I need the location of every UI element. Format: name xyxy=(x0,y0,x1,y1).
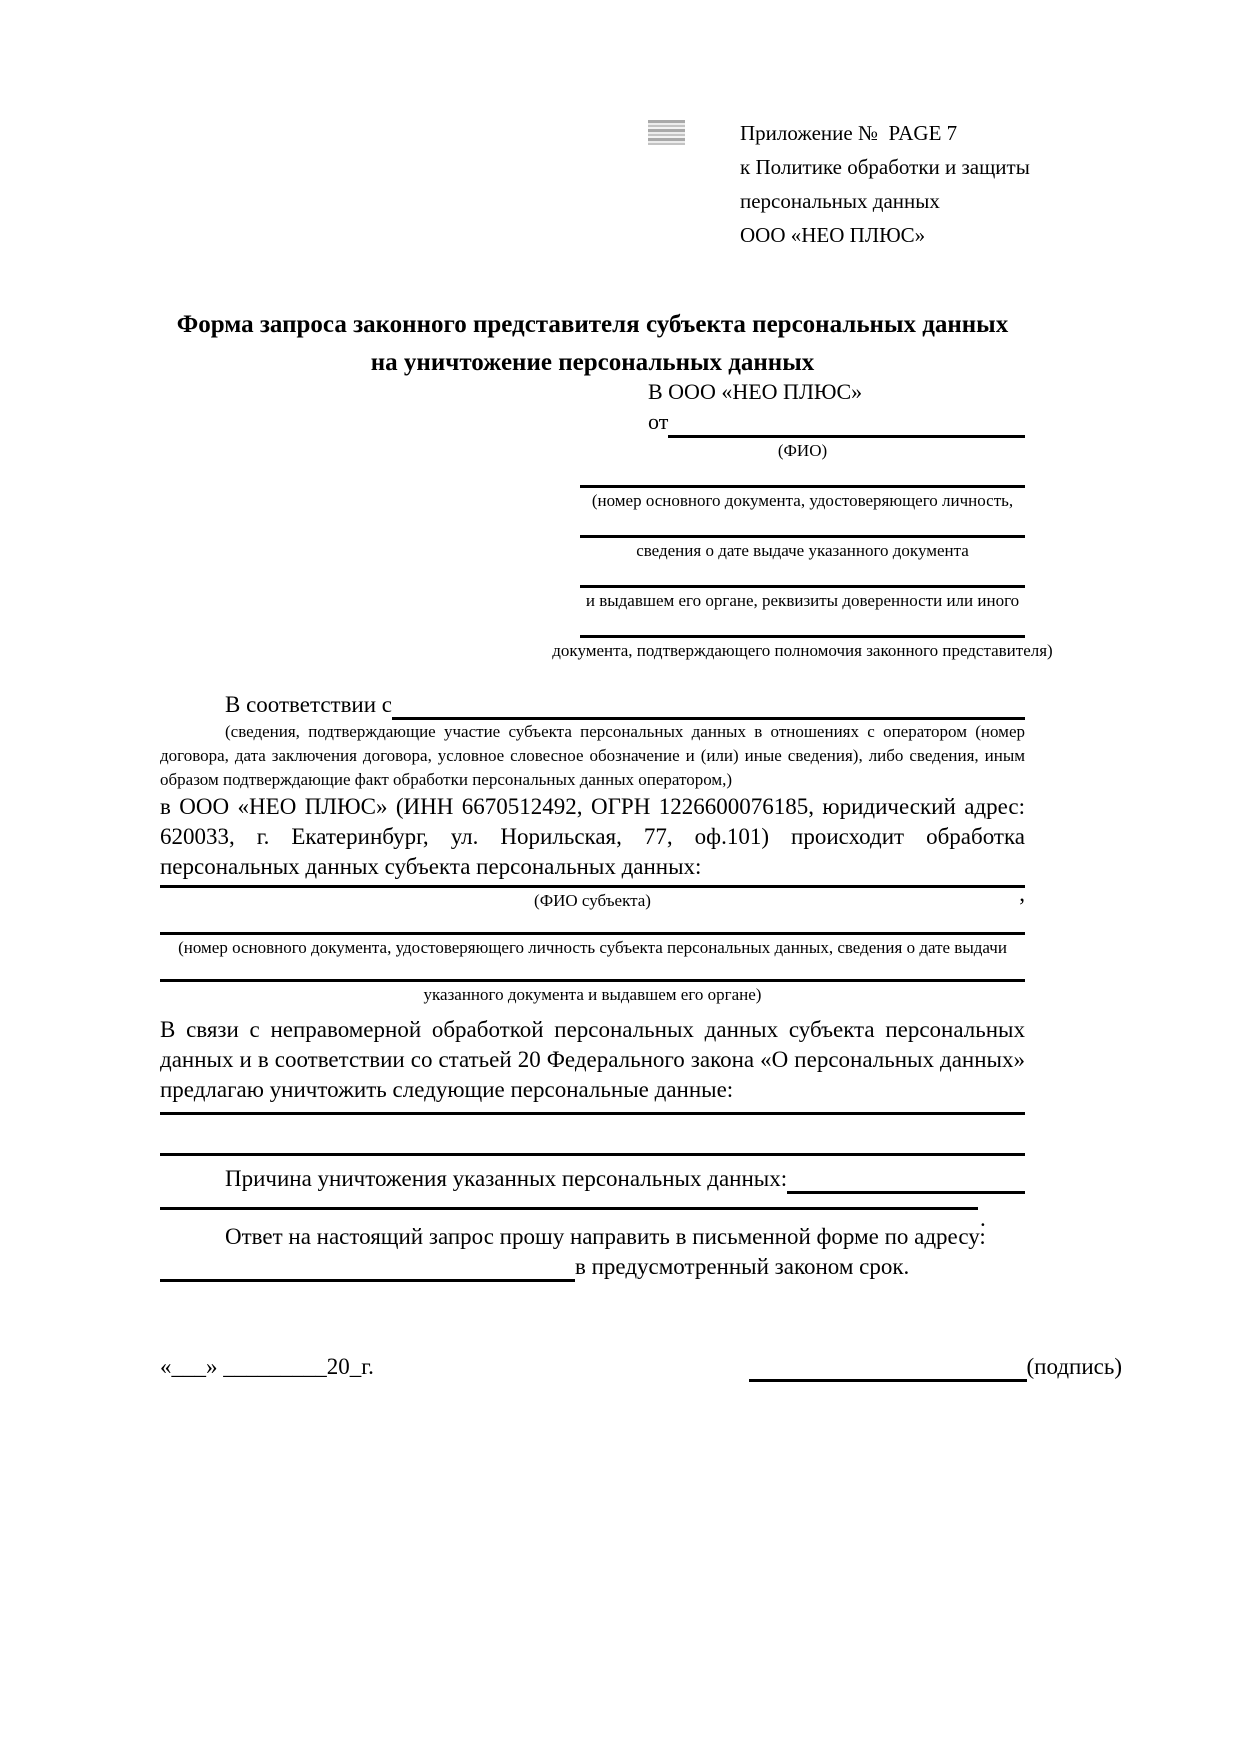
document-number-caption: (номер основного документа, удостоверяющего личность, xyxy=(591,491,1014,510)
issuing-authority-caption: и выдавшем его органе, реквизиты доверенности или иного xyxy=(585,591,1020,610)
blank-underline-reason xyxy=(787,1164,1025,1194)
from-row xyxy=(580,408,1025,438)
issue-date-caption: сведения о дате выдаче указанного документа xyxy=(636,541,969,560)
reply-address-row xyxy=(160,1252,1025,1282)
reason-label: Причина уничтожения указанных персональных данных: xyxy=(225,1166,788,1191)
document-title xyxy=(160,306,1025,382)
subject-document-caption-2: указанного документа и выдавшем его органе) xyxy=(423,985,762,1004)
body-section xyxy=(160,690,1025,1282)
striped-object-placeholder-icon xyxy=(648,120,685,145)
reply-tail: в предусмотренный законом срок. xyxy=(575,1254,910,1279)
power-of-attorney-caption: документа, подтверждающего полномочия законного представителя) xyxy=(552,641,1053,660)
fio-caption: (ФИО) xyxy=(777,441,828,460)
signature-caption: (подпись) xyxy=(1026,1354,1122,1379)
operator-paragraph: в ООО «НЕО ПЛЮС» (ИНН 6670512492, ОГРН 1226600076185, юридический адрес: 620033, г. Екатеринбург, ул. Норильская, 77, оф.101) происходит обработка персональных данных субъекта персональных данных: xyxy=(160,794,1025,879)
date-blank: «___» _________20_г. xyxy=(160,1354,374,1379)
signature-group xyxy=(749,1352,1122,1382)
destruction-paragraph: В связи с неправомерной обработкой персональных данных субъекта персональных данных и в соответствии со статьей 20 Федерального закона «О персональных данных» предлагаю уничтожить следующие персональные данные: xyxy=(160,1017,1025,1102)
blank-underline-address xyxy=(160,1252,575,1282)
addressee-to: В ООО «НЕО ПЛЮС» xyxy=(648,379,863,404)
blank-line-issue-date xyxy=(580,511,1025,538)
subject-fio-caption: (ФИО субъекта) xyxy=(534,891,651,910)
footer-row xyxy=(160,1352,1122,1382)
blank-line-document-number xyxy=(580,461,1025,488)
according-label: В соответствии с xyxy=(225,692,393,717)
blank-line-subject-fio: , xyxy=(160,882,1025,888)
blank-line-subject-document xyxy=(160,911,1025,935)
according-note: (сведения, подтверждающие участие субъекта персональных данных в отношениях с оператором (номер договора, дата заключения договора, условное словесное обозначение и (или) иные сведения), либо сведения, иным образом подтверждающие факт обработки персональных данных оператором,) xyxy=(160,722,1025,789)
blank-underline-reason-2 xyxy=(160,1202,978,1210)
blank-line-issuing-authority xyxy=(580,561,1025,588)
from-label: от xyxy=(648,409,669,434)
blank-underline-according xyxy=(392,690,1025,720)
blank-underline-fio xyxy=(668,408,1025,438)
document-title-line1: Форма запроса законного представителя субъекта персональных данных xyxy=(176,311,1009,338)
appendix-note xyxy=(740,116,1030,252)
appendix-note-line: персональных данных xyxy=(740,189,940,213)
blank-line-data-to-destroy-1 xyxy=(160,1105,1025,1115)
blank-line-power-of-attorney xyxy=(580,611,1025,638)
blank-underline-signature xyxy=(749,1352,1027,1382)
addressee-block xyxy=(552,378,1053,661)
subject-document-caption: (номер основного документа, удостоверяющего личность субъекта персональных данных, сведения о дате выдачи xyxy=(178,938,1007,957)
document-title-line2: на уничтожение персональных данных xyxy=(370,349,815,376)
reason-row xyxy=(160,1164,1025,1194)
reason-continuation-row: . xyxy=(160,1202,1025,1210)
blank-line-data-to-destroy-2 xyxy=(160,1115,1025,1156)
reply-line: Ответ на настоящий запрос прошу направить в письменной форме по адресу: xyxy=(225,1224,986,1249)
according-row xyxy=(160,690,1025,720)
appendix-note-line: ООО «НЕО ПЛЮС» xyxy=(740,223,926,247)
blank-line-subject-document-2 xyxy=(160,958,1025,982)
appendix-note-line: Приложение № PAGE 7 xyxy=(740,121,958,145)
appendix-note-line: к Политике обработки и защиты xyxy=(740,155,1030,179)
